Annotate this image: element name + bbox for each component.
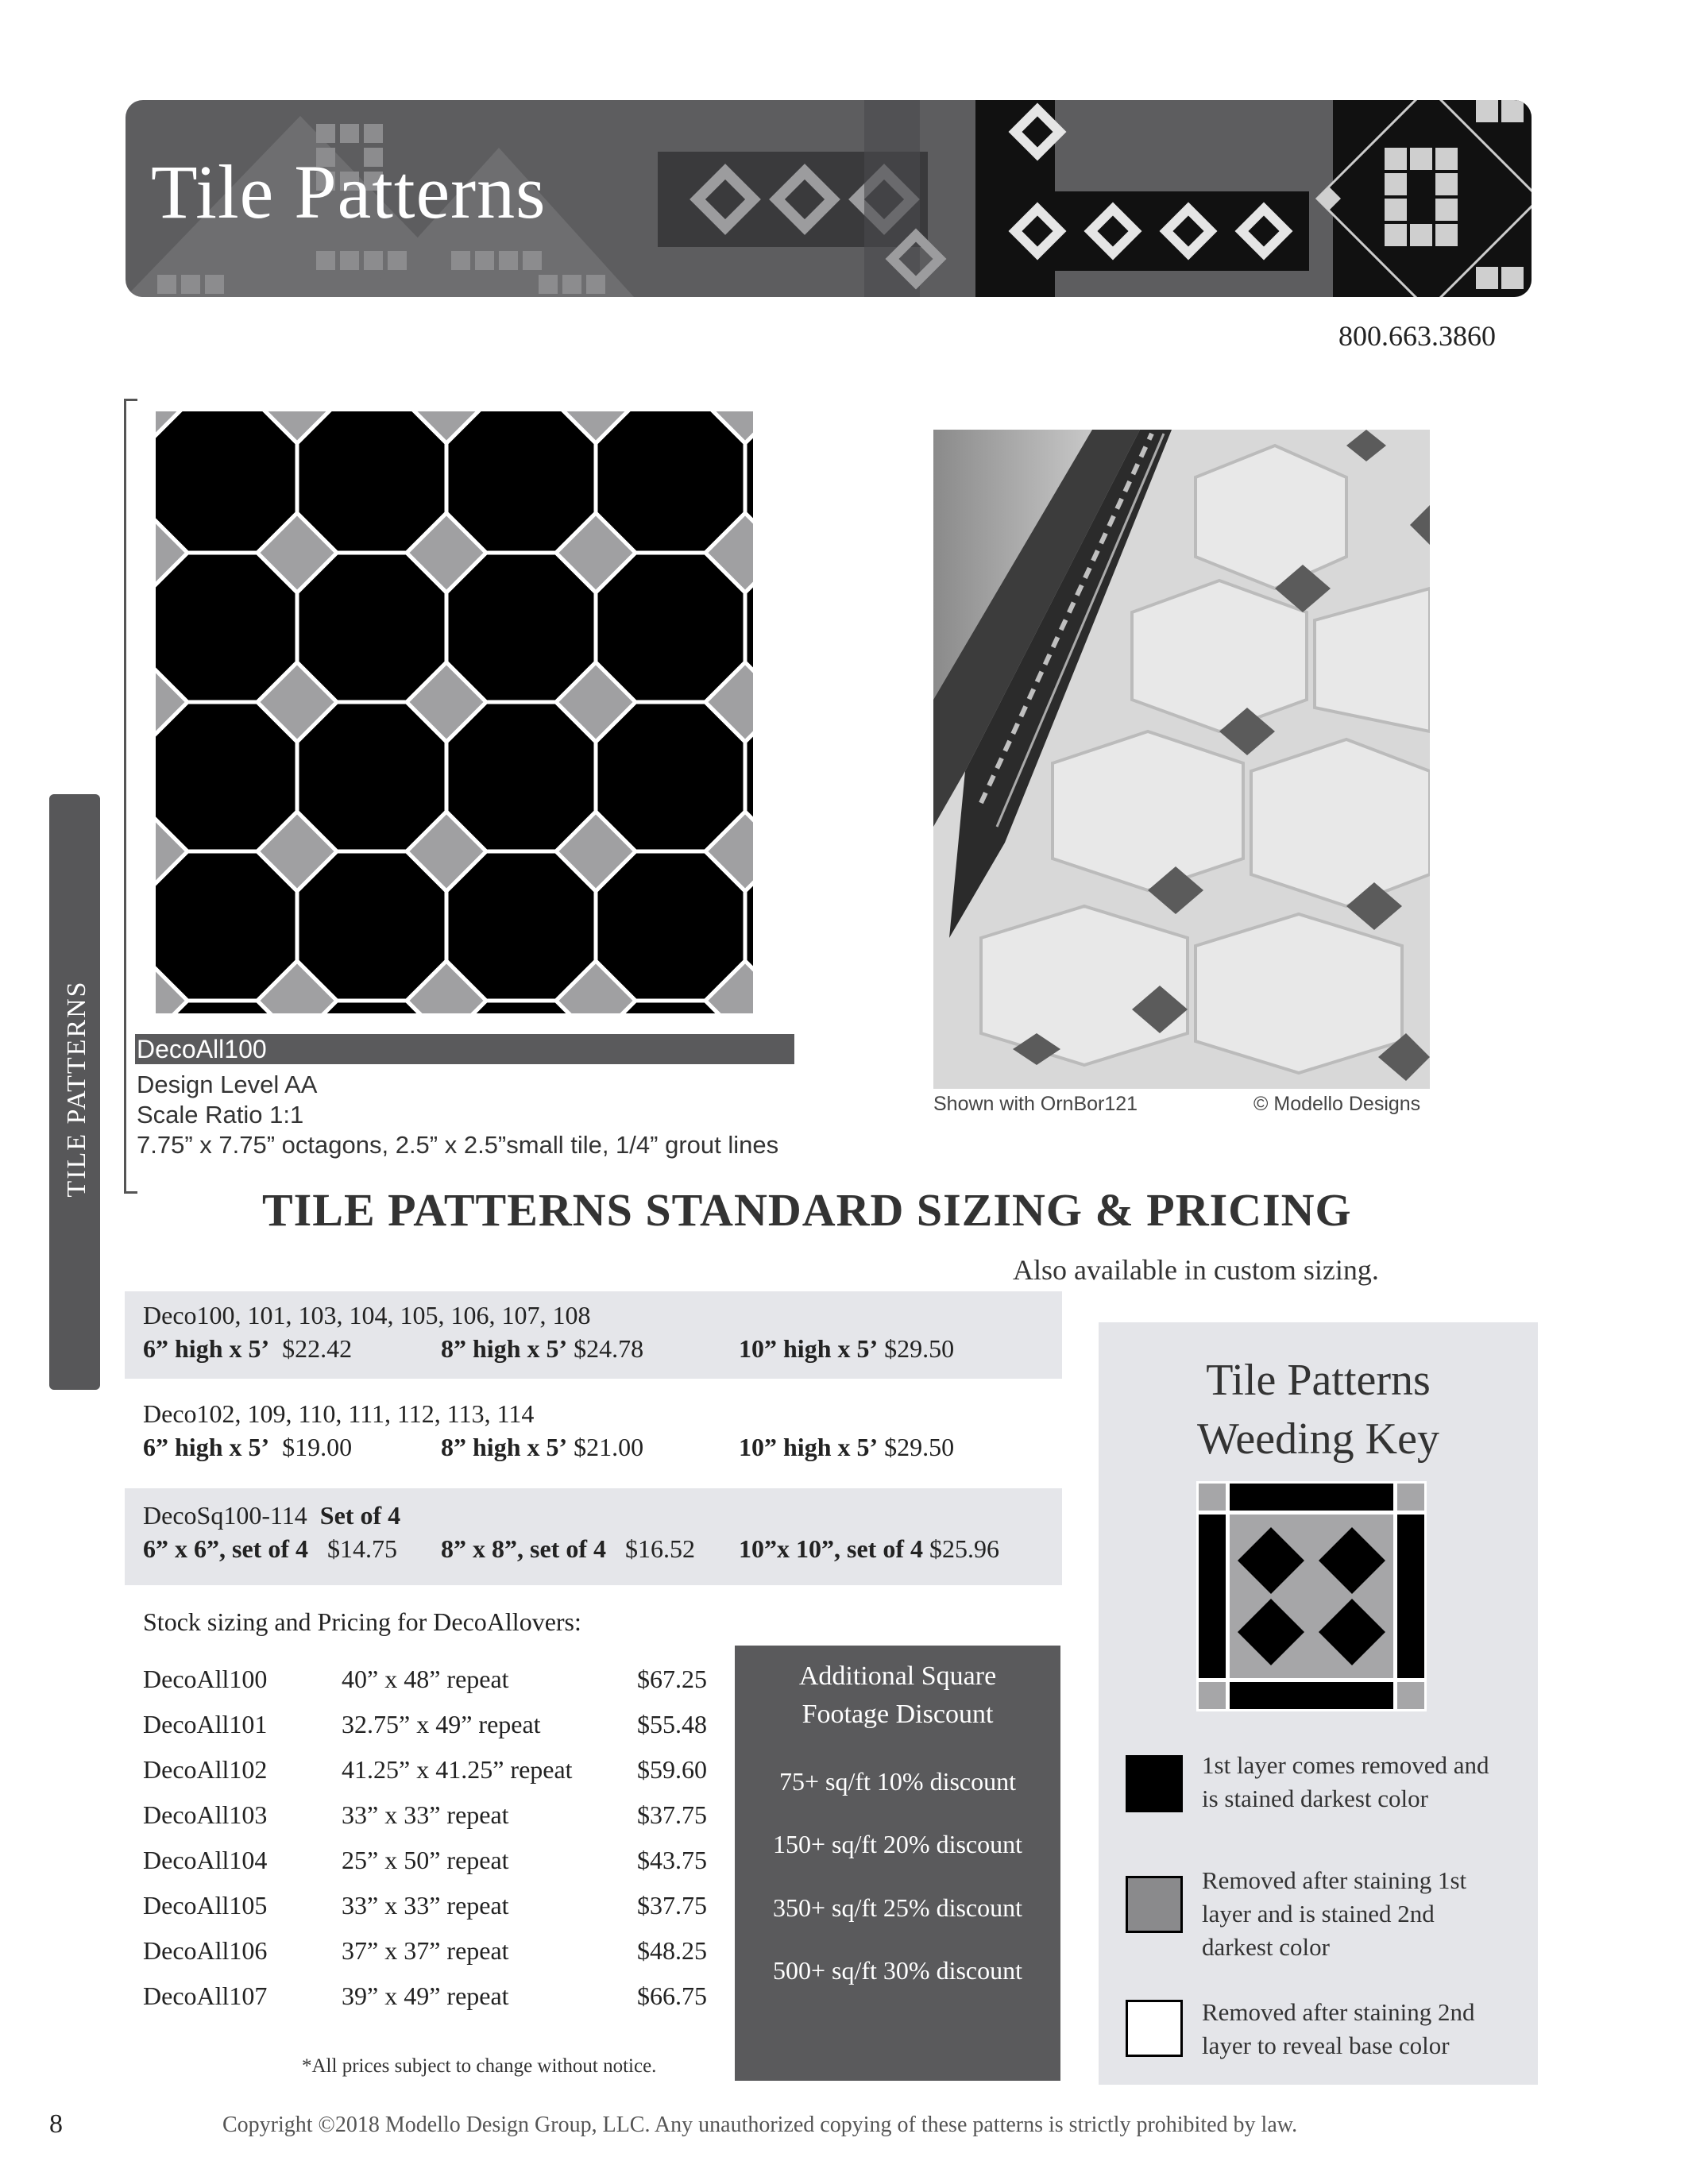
stock-price: $48.25 [637,1936,707,1965]
price: $21.00 [574,1433,644,1461]
price-group-3-row-2 [441,1534,695,1564]
stock-name: DecoAll107 [143,1981,268,2010]
page-title: Tile Patterns [151,149,547,234]
price-group-2-models: Deco102, 109, 110, 111, 112, 113, 114 [143,1399,535,1428]
price-group-1-models: Deco100, 101, 103, 104, 105, 106, 107, 108 [143,1301,591,1329]
list-item [143,1846,707,1875]
stock-repeat: 40” x 48” repeat [342,1665,509,1693]
list-item [143,1755,707,1785]
price: $25.96 [929,1534,999,1563]
bracket-divider [124,399,137,1194]
side-tab [49,794,100,1390]
photo-copyright: © Modello Designs [1253,1093,1421,1115]
key-description [1202,1749,1528,1815]
size-label: 8” x 8”, set of 4 [441,1534,606,1563]
custom-sizing-note: Also available in custom sizing. [1013,1254,1379,1286]
list-item [143,1800,707,1830]
key-line: layer to reveal base color [1202,2032,1450,2059]
key-description [1202,1864,1528,1964]
weeding-key-panel [1099,1322,1538,2085]
stock-repeat: 33” x 33” repeat [342,1800,509,1829]
discount-item: 500+ sq/ft 30% discount [772,1956,1023,1985]
stock-name: DecoAll104 [143,1846,268,1874]
size-label: 10” high x 5’ [739,1334,879,1363]
size-label: 6” x 6”, set of 4 [143,1534,308,1563]
stock-intro: Stock sizing and Pricing for DecoAllovers: [143,1607,581,1636]
key-line: Removed after staining 2nd [1202,1998,1475,2026]
key-line: darkest color [1202,1933,1330,1961]
price-group-3-row-3 [739,1534,999,1564]
discount-item: 75+ sq/ft 10% discount [778,1767,1017,1796]
discount-title-1: Additional Square [798,1661,997,1691]
price-group-2-row-3 [739,1433,954,1462]
discount-item: 150+ sq/ft 20% discount [772,1830,1023,1858]
models: DecoSq100-114 [143,1501,307,1530]
pattern-name: DecoAll100 [137,1035,267,1063]
stock-price: $66.75 [637,1981,707,2010]
pattern-preview [156,411,753,1013]
set-label: Set of 4 [319,1501,401,1530]
price: $29.50 [884,1433,955,1461]
price-group-2-row [143,1433,352,1462]
phone-number: 800.663.3860 [1338,320,1496,352]
stock-repeat: 41.25” x 41.25” repeat [342,1755,573,1784]
size-label: 6” high x 5’ [143,1433,270,1461]
stock-price: $67.25 [637,1665,707,1693]
price: $19.00 [282,1433,353,1461]
price: $29.50 [884,1334,955,1363]
size-label: 8” high x 5’ [441,1334,568,1363]
weeding-key-title [1099,1351,1538,1468]
page-number: 8 [49,2109,63,2139]
floor-photo [933,430,1430,1089]
scale-ratio: Scale Ratio 1:1 [137,1101,304,1129]
header-banner [126,100,1532,297]
stock-repeat: 39” x 49” repeat [342,1981,509,2010]
list-item [143,1891,707,1920]
price-note: *All prices subject to change without notice. [302,2055,657,2077]
weeding-key-diagram [1196,1481,1427,1711]
stock-price: $37.75 [637,1800,707,1829]
list-item [143,1665,707,1694]
size-label: 10”x 10”, set of 4 [739,1534,923,1563]
stock-name: DecoAll101 [143,1710,268,1738]
price-group-2-row-2 [441,1433,643,1462]
price-group-3-models [143,1501,400,1530]
discount-box [735,1646,1060,2081]
stock-name: DecoAll102 [143,1755,268,1784]
key-line: is stained darkest color [1202,1785,1428,1812]
discount-item: 350+ sq/ft 25% discount [772,1893,1023,1922]
price: $14.75 [326,1534,397,1563]
key-line: Removed after staining 1st [1202,1866,1467,1894]
stock-name: DecoAll106 [143,1936,268,1965]
list-item [143,1981,707,2011]
list-item [143,1936,707,1966]
discount-title-2: Footage Discount [802,1700,994,1729]
stock-price: $59.60 [637,1755,707,1784]
weeding-title-line-2: Weeding Key [1197,1414,1439,1464]
pricing-heading: TILE PATTERNS STANDARD SIZING & PRICING [262,1184,1352,1236]
key-swatch-dark [1126,1755,1183,1812]
stock-price: $43.75 [637,1846,707,1874]
size-label: 8” high x 5’ [441,1433,568,1461]
key-line: layer and is stained 2nd [1202,1900,1435,1927]
stock-name: DecoAll105 [143,1891,268,1920]
price: $16.52 [624,1534,695,1563]
price-group-1-row-2 [441,1334,643,1364]
stock-price: $37.75 [637,1891,707,1920]
price: $22.42 [282,1334,353,1363]
stock-name: DecoAll100 [143,1665,268,1693]
list-item [143,1710,707,1739]
weeding-title-line-1: Tile Patterns [1206,1356,1431,1405]
key-line: 1st layer comes removed and [1202,1751,1489,1779]
price-group-1-row [143,1334,352,1364]
copyright: Copyright ©2018 Modello Design Group, LLC. Any unauthorized copying of these patterns is strictly prohibited by law. [222,2113,1298,2137]
price-group-1-row-3 [739,1334,954,1364]
stock-price: $55.48 [637,1710,707,1738]
stock-repeat: 33” x 33” repeat [342,1891,509,1920]
stock-repeat: 32.75” x 49” repeat [342,1710,541,1738]
key-swatch-mid [1126,1876,1183,1933]
design-level: Design Level AA [137,1071,318,1098]
stock-repeat: 25” x 50” repeat [342,1846,509,1874]
stock-repeat: 37” x 37” repeat [342,1936,509,1965]
stock-name: DecoAll103 [143,1800,268,1829]
pattern-sizes: 7.75” x 7.75” octagons, 2.5” x 2.5”small tile, 1/4” grout lines [137,1131,779,1159]
photo-caption: Shown with OrnBor121 [933,1093,1138,1115]
price-group-3-row [143,1534,397,1564]
size-label: 6” high x 5’ [143,1334,270,1363]
price: $24.78 [574,1334,644,1363]
key-description [1202,1996,1528,2062]
key-swatch-light [1126,2000,1183,2057]
size-label: 10” high x 5’ [739,1433,879,1461]
side-tab-label: TILE PATTERNS [62,980,91,1198]
